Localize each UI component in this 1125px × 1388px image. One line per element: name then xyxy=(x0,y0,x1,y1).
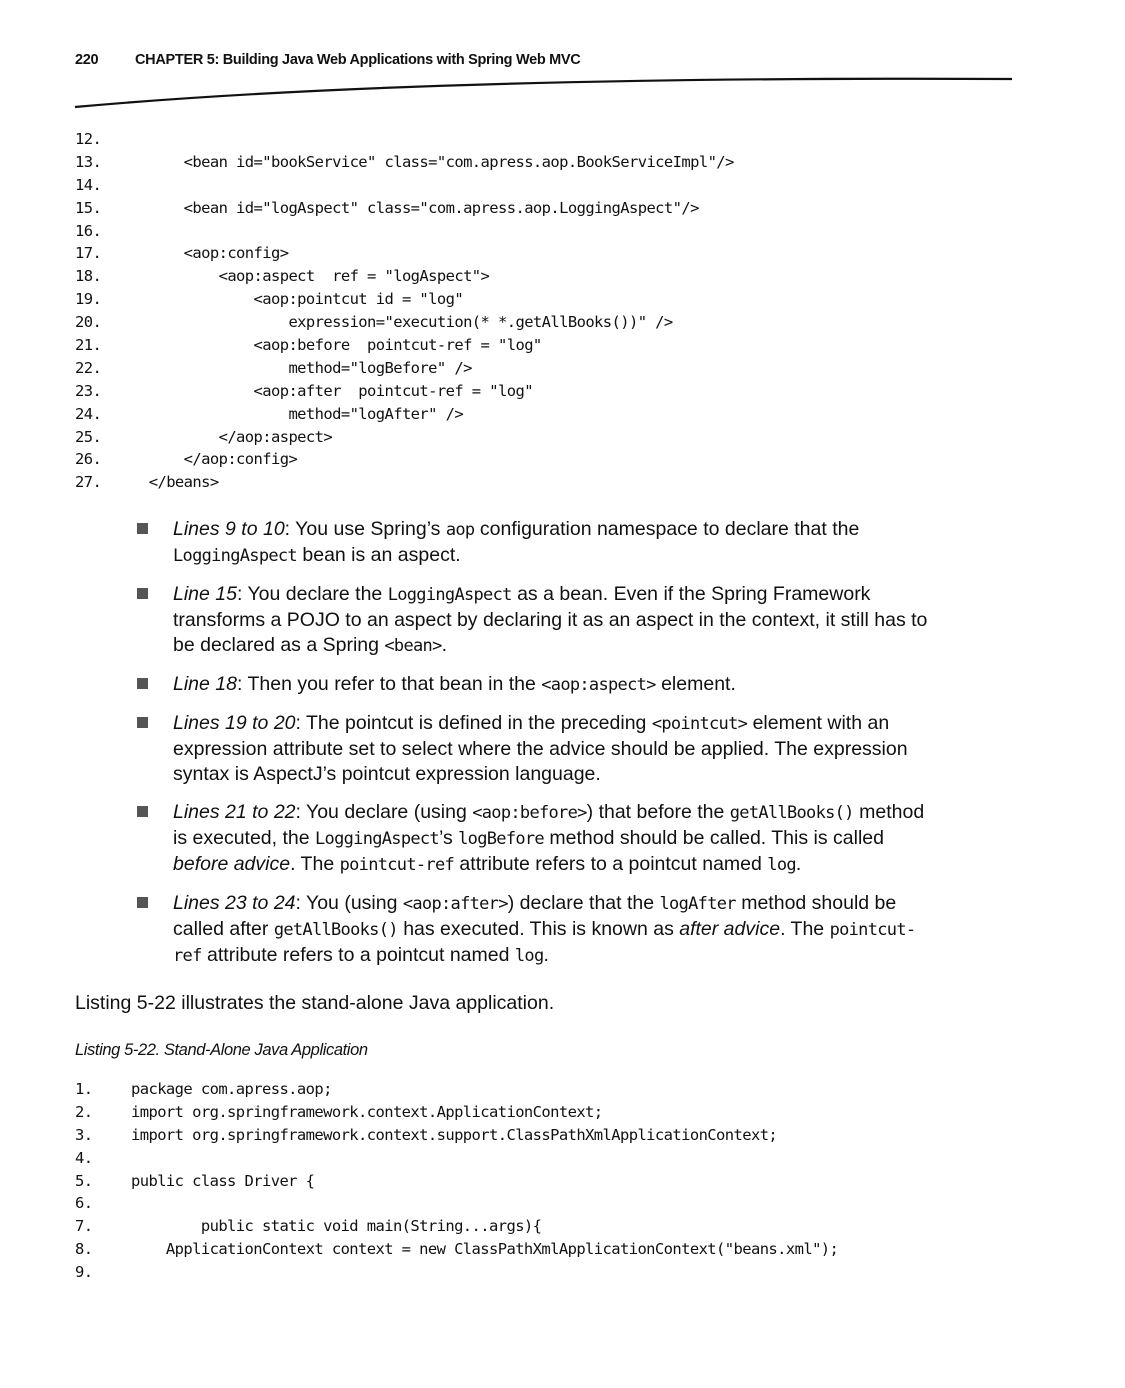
list-text: ) that before the xyxy=(586,801,730,823)
code-text: <aop:after pointcut-ref = "log" xyxy=(140,381,533,400)
line-number: 6. xyxy=(75,1194,93,1213)
emphasis-text: after advice xyxy=(679,918,781,940)
list-item xyxy=(137,672,937,698)
inline-code: <aop:aspect> xyxy=(541,675,656,695)
code-text: <aop:config> xyxy=(140,244,289,263)
list-text: . The xyxy=(780,918,830,940)
inline-code: <aop:after> xyxy=(402,894,508,914)
code-line xyxy=(75,128,734,151)
list-text: . xyxy=(543,944,549,966)
code-text: ApplicationContext context = new ClassPathXmlApplicationContext("beans.xml"); xyxy=(131,1240,839,1259)
code-text: <aop:before pointcut-ref = "log" xyxy=(140,336,542,355)
line-number: 13. xyxy=(75,152,102,171)
code-line xyxy=(75,1078,838,1101)
code-text: method="logBefore" /> xyxy=(140,358,472,377)
bullet-square-icon xyxy=(137,717,148,728)
code-text: public static void main(String...args){ xyxy=(131,1217,542,1236)
list-text: element. xyxy=(655,673,736,695)
line-number: 18. xyxy=(75,267,102,286)
page-number: 220 xyxy=(75,52,99,68)
list-item xyxy=(137,891,937,969)
code-line xyxy=(75,1170,838,1193)
code-line xyxy=(75,1215,838,1238)
inline-code: logBefore xyxy=(458,829,544,849)
code-line xyxy=(75,1124,838,1147)
line-number: 12. xyxy=(75,130,102,148)
inline-code: <bean> xyxy=(384,636,442,656)
code-line xyxy=(75,357,734,380)
list-text: as a bean. Even if the Spring Framework transforms a POJO to an aspect by declaring it as an aspect in the context, it still has to be declared as a Spring xyxy=(173,583,928,656)
list-item xyxy=(137,711,937,787)
list-text: ’s xyxy=(438,827,459,849)
code-line xyxy=(75,448,734,471)
inline-code: <aop:before> xyxy=(472,803,587,823)
list-text: . xyxy=(795,853,802,875)
code-line xyxy=(75,1238,838,1261)
emphasis-text: Line 15 xyxy=(173,583,237,605)
line-number: 24. xyxy=(75,404,102,423)
list-text: : You (using xyxy=(295,892,403,914)
code-text: expression="execution(* *.getAllBooks())" /> xyxy=(140,313,673,332)
list-text: : Then you refer to that bean in the xyxy=(236,673,542,695)
inline-code: pointcut-ref xyxy=(339,855,455,875)
list-text: ) declare that the xyxy=(507,892,660,914)
list-text: . xyxy=(441,634,448,656)
list-item xyxy=(137,582,937,659)
line-number: 4. xyxy=(75,1148,93,1167)
list-text: : You use Spring’s xyxy=(284,518,446,540)
code-line xyxy=(75,403,734,426)
inline-code: LoggingAspect xyxy=(387,585,512,605)
bullet-square-icon xyxy=(137,588,148,599)
line-number: 8. xyxy=(75,1240,93,1259)
line-number: 2. xyxy=(75,1102,93,1121)
line-number: 17. xyxy=(75,244,102,263)
line-number: 21. xyxy=(75,336,102,355)
code-text: </aop:aspect> xyxy=(140,427,333,446)
inline-code: getAllBooks() xyxy=(273,920,398,940)
inline-code: LoggingAspect xyxy=(173,546,297,566)
line-number: 5. xyxy=(75,1171,93,1190)
inline-code: pointcut-ref xyxy=(173,920,916,966)
code-text: method="logAfter" /> xyxy=(140,404,464,423)
line-number: 26. xyxy=(75,450,102,469)
list-text: attribute refers to a pointcut named xyxy=(454,853,768,875)
list-text: : You declare (using xyxy=(295,801,473,823)
line-number: 23. xyxy=(75,381,102,400)
code-line xyxy=(75,242,734,265)
list-item xyxy=(137,517,937,569)
code-line xyxy=(75,311,734,334)
emphasis-text: Lines 19 to 20 xyxy=(173,712,296,734)
list-text: method should be called after xyxy=(173,892,897,940)
emphasis-text: Lines 21 to 22 xyxy=(173,801,296,823)
inline-code: getAllBooks() xyxy=(729,803,854,823)
bullet-square-icon xyxy=(137,523,148,534)
code-line xyxy=(75,380,734,403)
emphasis-text: Line 18 xyxy=(173,673,237,695)
code-text: </aop:config> xyxy=(140,450,298,469)
code-text: <bean id="logAspect" class="com.apress.aop.LoggingAspect"/> xyxy=(140,198,699,217)
code-line xyxy=(75,288,734,311)
code-text: import org.springframework.context.ApplicationContext; xyxy=(131,1102,603,1121)
code-line xyxy=(75,265,734,288)
line-number: 27. xyxy=(75,473,102,492)
list-text: method should be called. This is called xyxy=(543,827,884,849)
line-number: 16. xyxy=(75,221,102,240)
list-text: : The pointcut is defined in the preceding xyxy=(295,712,652,734)
bullet-square-icon xyxy=(137,678,148,689)
code-text: <aop:pointcut id = "log" xyxy=(140,290,464,309)
inline-code: log xyxy=(767,855,796,875)
inline-code: aop xyxy=(445,520,475,540)
code-text: import org.springframework.context.support.ClassPathXmlApplicationContext; xyxy=(131,1125,778,1144)
body-paragraph: Listing 5-22 illustrates the stand-alone Java application. xyxy=(75,992,555,1014)
code-text: public class Driver { xyxy=(131,1171,315,1190)
line-number: 9. xyxy=(75,1263,93,1282)
code-line xyxy=(75,1101,838,1124)
code-text: </beans> xyxy=(140,473,219,492)
code-text: package com.apress.aop; xyxy=(131,1080,332,1098)
list-text: configuration namespace to declare that the xyxy=(474,518,860,540)
line-number: 7. xyxy=(75,1217,93,1236)
explanation-list xyxy=(137,517,937,982)
code-line xyxy=(75,1192,838,1215)
line-number: 22. xyxy=(75,358,102,377)
chapter-title: CHAPTER 5: Building Java Web Applications with Spring Web MVC xyxy=(135,52,581,68)
list-text: element with an expression attribute set to select where the advice should be applied. The expression syntax is AspectJ’s pointcut expression language. xyxy=(173,712,908,785)
code-line xyxy=(75,197,734,220)
line-number: 1. xyxy=(75,1080,93,1098)
inline-code: log xyxy=(514,946,544,966)
code-line xyxy=(75,151,734,174)
emphasis-text: before advice xyxy=(173,853,291,875)
code-line xyxy=(75,1147,838,1170)
inline-code: <pointcut> xyxy=(651,714,748,734)
line-number: 14. xyxy=(75,175,102,194)
code-line xyxy=(75,220,734,243)
line-number: 3. xyxy=(75,1125,93,1144)
header-rule xyxy=(0,0,1125,120)
line-number: 20. xyxy=(75,313,102,332)
code-listing-xml xyxy=(75,128,734,494)
list-text: method is executed, the xyxy=(173,801,925,849)
line-number: 25. xyxy=(75,427,102,446)
bullet-square-icon xyxy=(137,806,148,817)
code-text: <aop:aspect ref = "logAspect"> xyxy=(140,267,490,286)
list-text: . The xyxy=(290,853,340,875)
bullet-square-icon xyxy=(137,897,148,908)
emphasis-text: Lines 23 to 24 xyxy=(173,892,296,914)
list-text: bean is an aspect. xyxy=(296,544,461,566)
emphasis-text: Lines 9 to 10 xyxy=(173,518,285,540)
line-number: 19. xyxy=(75,290,102,309)
code-line xyxy=(75,471,734,494)
list-item xyxy=(137,800,937,878)
inline-code: logAfter xyxy=(659,894,736,914)
code-line xyxy=(75,426,734,449)
line-number: 15. xyxy=(75,198,102,217)
code-line xyxy=(75,334,734,357)
listing-caption: Listing 5-22. Stand-Alone Java Application xyxy=(75,1041,368,1059)
list-text: attribute refers to a pointcut named xyxy=(201,944,515,966)
list-text: : You declare the xyxy=(236,583,388,605)
code-line xyxy=(75,1261,838,1284)
code-line xyxy=(75,174,734,197)
inline-code: LoggingAspect xyxy=(315,829,439,849)
code-text: <bean id="bookService" class="com.apress.aop.BookServiceImpl"/> xyxy=(140,152,734,171)
code-listing-java xyxy=(75,1078,838,1284)
list-text: has executed. This is known as xyxy=(397,918,680,940)
